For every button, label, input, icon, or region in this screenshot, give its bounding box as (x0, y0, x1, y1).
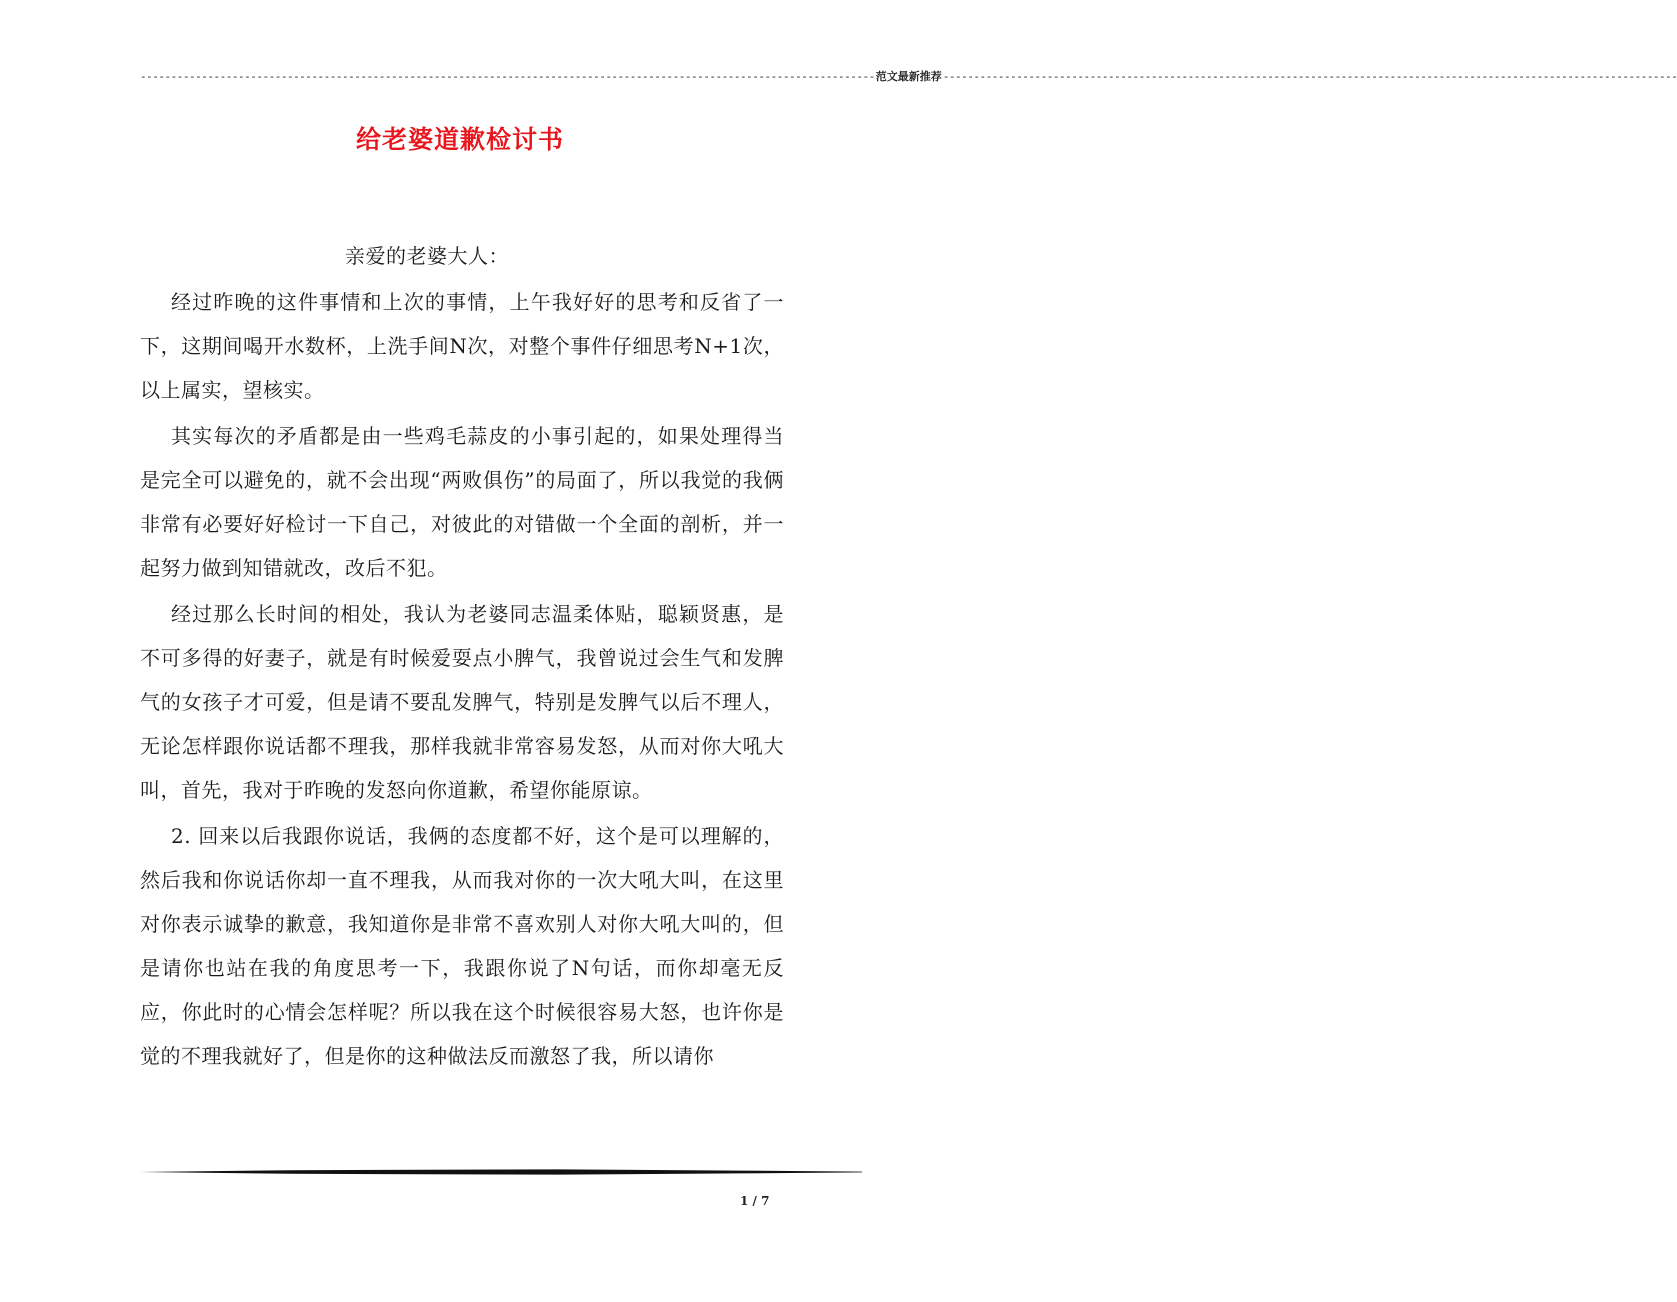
document-title: 给老婆道歉检讨书 (355, 125, 564, 154)
header-dashes-left: ------------------------------------------------------------------------------------------------------------------------ (140, 70, 875, 83)
salutation: 亲爱的老婆大人： (345, 244, 509, 268)
footer-divider (140, 1169, 862, 1175)
paragraph: 2. 回来以后我跟你说话，我俩的态度都不好，这个是可以理解的，然后我和你说话你却一直不理我，从而我对你的一次大吼大叫，在这里对你表示诚挚的歉意，我知道你是非常不喜欢别人对你大吼大叫的，但是请你也站在我的角度思考一下，我跟你说了N句话，而你却毫无反应，你此时的心情会怎样呢？所以我在这个时候很容易大怒，也许你是觉的不理我就好了，但是你的这种做法反而激怒了我，所以请你 (140, 824, 784, 1068)
header-label: 范文最新推荐 (875, 70, 942, 83)
paragraph: 经过昨晚的这件事情和上次的事情，上午我好好的思考和反省了一下，这期间喝开水数杯，上洗手间N次，对整个事件仔细思考N+1次，以上属实，望核实。 (140, 290, 784, 402)
page-header (140, 68, 1677, 86)
paragraph: 经过那么长时间的相处，我认为老婆同志温柔体贴，聪颖贤惠，是不可多得的好妻子，就是有时候爱耍点小脾气，我曾说过会生气和发脾气的女孩子才可爱，但是请不要乱发脾气，特别是发脾气以后不理人，无论怎样跟你说话都不理我，那样我就非常容易发怒，从而对你大吼大叫，首先，我对于昨晚的发怒向你道歉，希望你能原谅。 (140, 602, 784, 802)
paragraph: 其实每次的矛盾都是由一些鸡毛蒜皮的小事引起的，如果处理得当是完全可以避免的，就不会出现“两败俱伤”的局面了，所以我觉的我俩非常有必要好好检讨一下自己，对彼此的对错做一个全面的剖析，并一起努力做到知错就改，改后不犯。 (140, 424, 784, 580)
document-body (140, 234, 784, 1080)
page-number: 1 / 7 (740, 1194, 770, 1208)
header-dashes-right: ------------------------------------------------------------------------------------------------------------------------ (942, 70, 1677, 83)
